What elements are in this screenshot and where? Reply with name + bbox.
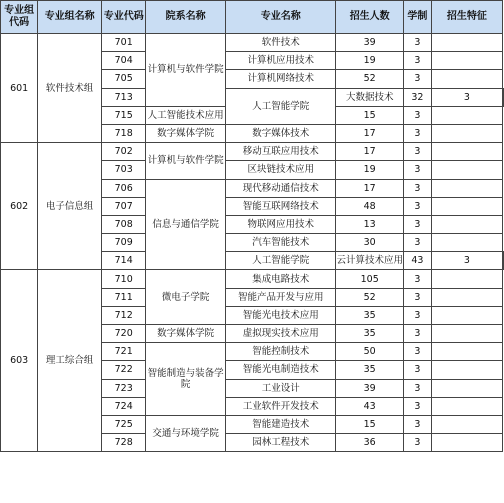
major-code-cell: 703 [102,161,146,179]
department-cell: 人工智能学院 [225,88,335,124]
major-name-cell: 移动互联应用技术 [225,143,335,161]
enrollment-cell: 36 [336,434,404,452]
major-name-cell: 现代移动通信技术 [225,179,335,197]
years-cell: 3 [403,106,431,124]
major-name-cell: 园林工程技术 [225,434,335,452]
enrollment-cell: 13 [336,215,404,233]
feature-cell [431,434,502,452]
department-cell: 人工智能学院 [225,252,335,270]
major-code-cell: 721 [102,343,146,361]
major-code-cell: 722 [102,361,146,379]
feature-cell [431,106,502,124]
department-cell: 智能制造与装备学院 [146,343,226,416]
table-body [1,34,504,452]
header-department: 院系名称 [146,1,226,34]
years-cell: 3 [403,434,431,452]
years-cell: 3 [403,343,431,361]
group-code-cell: 603 [1,270,38,452]
enrollment-cell: 19 [336,52,404,70]
feature-cell [431,343,502,361]
enrollment-cell: 19 [336,161,404,179]
enrollment-cell: 35 [336,306,404,324]
feature-cell [431,197,502,215]
years-cell: 3 [403,415,431,433]
major-name-cell: 汽车智能技术 [225,234,335,252]
enrollment-cell: 43 [403,252,431,270]
department-cell: 微电子学院 [146,270,226,325]
department-cell: 计算机与软件学院 [146,34,226,107]
major-code-cell: 713 [102,88,146,106]
feature-cell [431,52,502,70]
group-code-cell: 601 [1,34,38,143]
department-cell: 数字媒体学院 [146,124,226,142]
major-code-cell: 710 [102,270,146,288]
years-cell: 3 [403,325,431,343]
years-cell: 3 [403,197,431,215]
major-name-cell: 智能互联网络技术 [225,197,335,215]
major-code-cell: 702 [102,143,146,161]
enrollment-cell: 39 [336,379,404,397]
major-name-cell: 工业设计 [225,379,335,397]
years-cell: 3 [403,234,431,252]
years-cell: 3 [403,143,431,161]
feature-cell [431,161,502,179]
department-cell: 信息与通信学院 [146,179,226,270]
major-name-cell: 物联网应用技术 [225,215,335,233]
enrollment-cell: 30 [336,234,404,252]
major-name-cell: 虚拟现实技术应用 [225,325,335,343]
major-name-cell: 智能控制技术 [225,343,335,361]
group-code-cell: 602 [1,143,38,270]
department-cell: 计算机与软件学院 [146,143,226,179]
major-name-cell: 智能光电技术应用 [225,306,335,324]
header-major-name: 专业名称 [225,1,335,34]
enrollment-cell: 43 [336,397,404,415]
major-code-cell: 714 [102,252,146,270]
years-cell: 3 [431,88,502,106]
enrollment-cell: 17 [336,179,404,197]
feature-cell [431,379,502,397]
enrollment-cell: 17 [336,143,404,161]
major-name-cell: 工业软件开发技术 [225,397,335,415]
enrollment-cell: 35 [336,361,404,379]
feature-cell [431,124,502,142]
major-name-cell: 大数据技术 [336,88,404,106]
years-cell: 3 [403,361,431,379]
major-name-cell: 集成电路技术 [225,270,335,288]
feature-cell [503,252,504,270]
major-code-cell: 715 [102,106,146,124]
feature-cell [431,179,502,197]
enrollment-cell: 52 [336,70,404,88]
table-row [1,143,504,161]
enrollment-cell: 35 [336,325,404,343]
major-code-cell: 725 [102,415,146,433]
major-name-cell: 人工智能技术应用 [146,106,226,124]
header-feature: 招生特征 [431,1,502,34]
enrollment-cell: 105 [336,270,404,288]
major-code-cell: 701 [102,34,146,52]
major-code-cell: 712 [102,306,146,324]
major-name-cell: 软件技术 [225,34,335,52]
major-code-cell: 705 [102,70,146,88]
major-code-cell: 706 [102,179,146,197]
department-cell: 交通与环境学院 [146,415,226,451]
group-name-cell: 理工综合组 [38,270,102,452]
feature-cell [431,234,502,252]
group-name-cell: 软件技术组 [38,34,102,143]
major-code-cell: 728 [102,434,146,452]
years-cell: 3 [403,70,431,88]
group-name-cell: 电子信息组 [38,143,102,270]
feature-cell [431,325,502,343]
years-cell: 3 [403,161,431,179]
enrollment-cell: 15 [336,106,404,124]
feature-cell [431,361,502,379]
table-row [1,34,504,52]
feature-cell [503,88,504,106]
table-row [1,270,504,288]
enrollment-cell: 48 [336,197,404,215]
enrollment-cell: 39 [336,34,404,52]
header-group-code: 专业组代码 [1,1,38,34]
enrollment-cell: 32 [403,88,431,106]
years-cell: 3 [403,306,431,324]
major-code-cell: 704 [102,52,146,70]
major-name-cell: 区块链技术应用 [225,161,335,179]
header-enrollment: 招生人数 [336,1,404,34]
feature-cell [431,143,502,161]
major-code-cell: 709 [102,234,146,252]
years-cell: 3 [403,124,431,142]
enrollment-cell: 17 [336,124,404,142]
years-cell: 3 [403,179,431,197]
enrollment-cell: 52 [336,288,404,306]
years-cell: 3 [403,288,431,306]
header-group-name: 专业组名称 [38,1,102,34]
major-name-cell: 智能建造技术 [225,415,335,433]
feature-cell [431,215,502,233]
major-code-cell: 711 [102,288,146,306]
major-code-cell: 708 [102,215,146,233]
years-cell: 3 [403,397,431,415]
feature-cell [431,288,502,306]
major-name-cell: 计算机应用技术 [225,52,335,70]
major-name-cell: 数字媒体技术 [225,124,335,142]
feature-cell [431,270,502,288]
major-name-cell: 智能光电制造技术 [225,361,335,379]
header-row [1,1,504,34]
years-cell: 3 [403,34,431,52]
header-major-code: 专业代码 [102,1,146,34]
feature-cell [431,306,502,324]
department-cell: 数字媒体学院 [146,325,226,343]
major-name-cell: 云计算技术应用 [336,252,404,270]
header-years: 学制 [403,1,431,34]
major-code-cell: 723 [102,379,146,397]
major-name-cell: 计算机网络技术 [225,70,335,88]
years-cell: 3 [403,52,431,70]
years-cell: 3 [403,215,431,233]
feature-cell [431,70,502,88]
feature-cell [431,34,502,52]
years-cell: 3 [431,252,502,270]
major-code-cell: 720 [102,325,146,343]
major-code-cell: 718 [102,124,146,142]
major-code-cell: 707 [102,197,146,215]
years-cell: 3 [403,379,431,397]
enrollment-cell: 50 [336,343,404,361]
major-code-cell: 724 [102,397,146,415]
major-name-cell: 智能产品开发与应用 [225,288,335,306]
feature-cell [431,397,502,415]
enrollment-cell: 15 [336,415,404,433]
years-cell: 3 [403,270,431,288]
feature-cell [431,415,502,433]
